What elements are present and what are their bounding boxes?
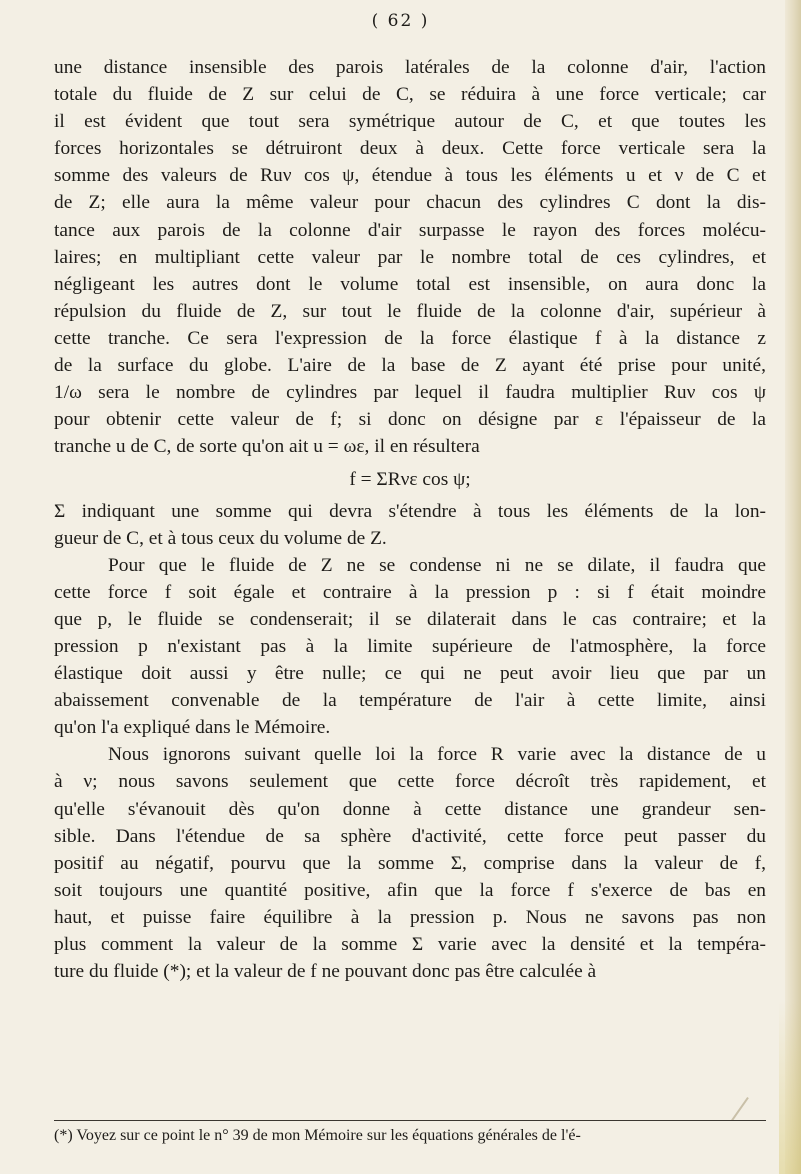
text-line: répulsion du fluide de Z, sur tout le fluide de la colonne d'air, supérieur à <box>54 300 766 322</box>
equation: f = ΣRνε cos ψ; <box>349 469 471 491</box>
text-line: qu'elle s'évanouit dès qu'on donne à cette distance une grandeur sen- <box>54 798 766 820</box>
text-line: 1/ω sera le nombre de cylindres par lequel il faudra multiplier Ruν cos ψ <box>54 382 766 404</box>
page-edge <box>785 0 801 1174</box>
text-line: cette tranche. Ce sera l'expression de la force élastique f à la distance z <box>54 327 766 349</box>
text-line: forces horizontales se détruiront deux à deux. Cette force verticale sera la <box>54 138 766 160</box>
text-line: abaissement convenable de la température de l'air à cette limite, ainsi <box>54 690 766 712</box>
text-line: plus comment la valeur de la somme Σ varie avec la densité et la tempéra- <box>54 934 766 955</box>
text-line: tranche u de C, de sorte qu'on ait u = ωε, il en résultera <box>54 436 480 458</box>
footnote-rule <box>54 1120 766 1121</box>
page-number: ( 62 ) <box>371 11 430 31</box>
text-line: qu'on l'a expliqué dans le Mémoire. <box>54 717 331 739</box>
text-line: de la surface du globe. L'aire de la base de Z ayant été prise pour unité, <box>54 355 766 377</box>
text-line: Nous ignorons suivant quelle loi la force R varie avec la distance de u <box>108 744 766 766</box>
paragraph <box>54 741 766 985</box>
text-line: positif au négatif, pourvu que la somme Σ, comprise dans la valeur de f, <box>54 852 766 874</box>
text-line: il est évident que tout sera symétrique autour de C, et que toutes les <box>54 111 766 133</box>
text-line: une distance insensible des parois latérales de la colonne d'air, l'action <box>54 57 766 78</box>
text-line: pression p n'existant pas à la limite supérieure de l'atmosphère, la force <box>54 635 766 657</box>
page-stain <box>779 1000 801 1174</box>
ink-mark <box>731 1097 749 1121</box>
text-line: laires; en multipliant cette valeur par le nombre total de ces cylindres, et <box>54 246 766 268</box>
paragraph <box>54 498 766 552</box>
text-line: élastique doit aussi y être nulle; ce qui ne peut avoir lieu que par un <box>54 663 766 685</box>
text-line: à ν; nous savons seulement que cette force décroît très rapidement, et <box>54 771 766 793</box>
text-line: Σ indiquant une somme qui devra s'étendre à tous les éléments de la lon- <box>54 500 766 522</box>
text-line: que p, le fluide se condenserait; il se dilaterait dans le cas contraire; et la <box>54 608 766 630</box>
text-line: pour obtenir cette valeur de f; si donc on désigne par ε l'épaisseur de la <box>54 409 766 431</box>
text-line: somme des valeurs de Ruν cos ψ, étendue à tous les éléments u et ν de C et <box>54 165 766 187</box>
text-line: Pour que le fluide de Z ne se condense ni ne se dilate, il faudra que <box>108 554 766 576</box>
paragraph <box>54 552 766 742</box>
text-line: ture du fluide (*); et la valeur de f ne pouvant donc pas être calculée à <box>54 961 597 983</box>
text-line: sible. Dans l'étendue de sa sphère d'activité, cette force peut passer du <box>54 825 766 847</box>
text-line: totale du fluide de Z sur celui de C, se réduira à une force verticale; car <box>54 84 766 106</box>
footnote: (*) Voyez sur ce point le n° 39 de mon Mémoire sur les équations générales de l'é- <box>54 1127 581 1144</box>
text-line: soit toujours une quantité positive, afin que la force f s'exerce de bas en <box>54 879 766 901</box>
paragraph <box>54 54 766 460</box>
text-line: de Z; elle aura la même valeur pour chacun des cylindres C dont la dis- <box>54 192 766 214</box>
text-line: cette force f soit égale et contraire à la pression p : si f était moindre <box>54 581 766 603</box>
body-text <box>54 54 766 985</box>
text-line: tance aux parois de la colonne d'air surpasse le rayon des forces molécu- <box>54 219 766 241</box>
text-line: haut, et puisse faire équilibre à la pression p. Nous ne savons pas non <box>54 906 766 928</box>
text-line: négligeant les autres dont le volume total est insensible, on aura donc la <box>54 273 766 295</box>
text-line: gueur de C, et à tous ceux du volume de Z. <box>54 527 387 549</box>
